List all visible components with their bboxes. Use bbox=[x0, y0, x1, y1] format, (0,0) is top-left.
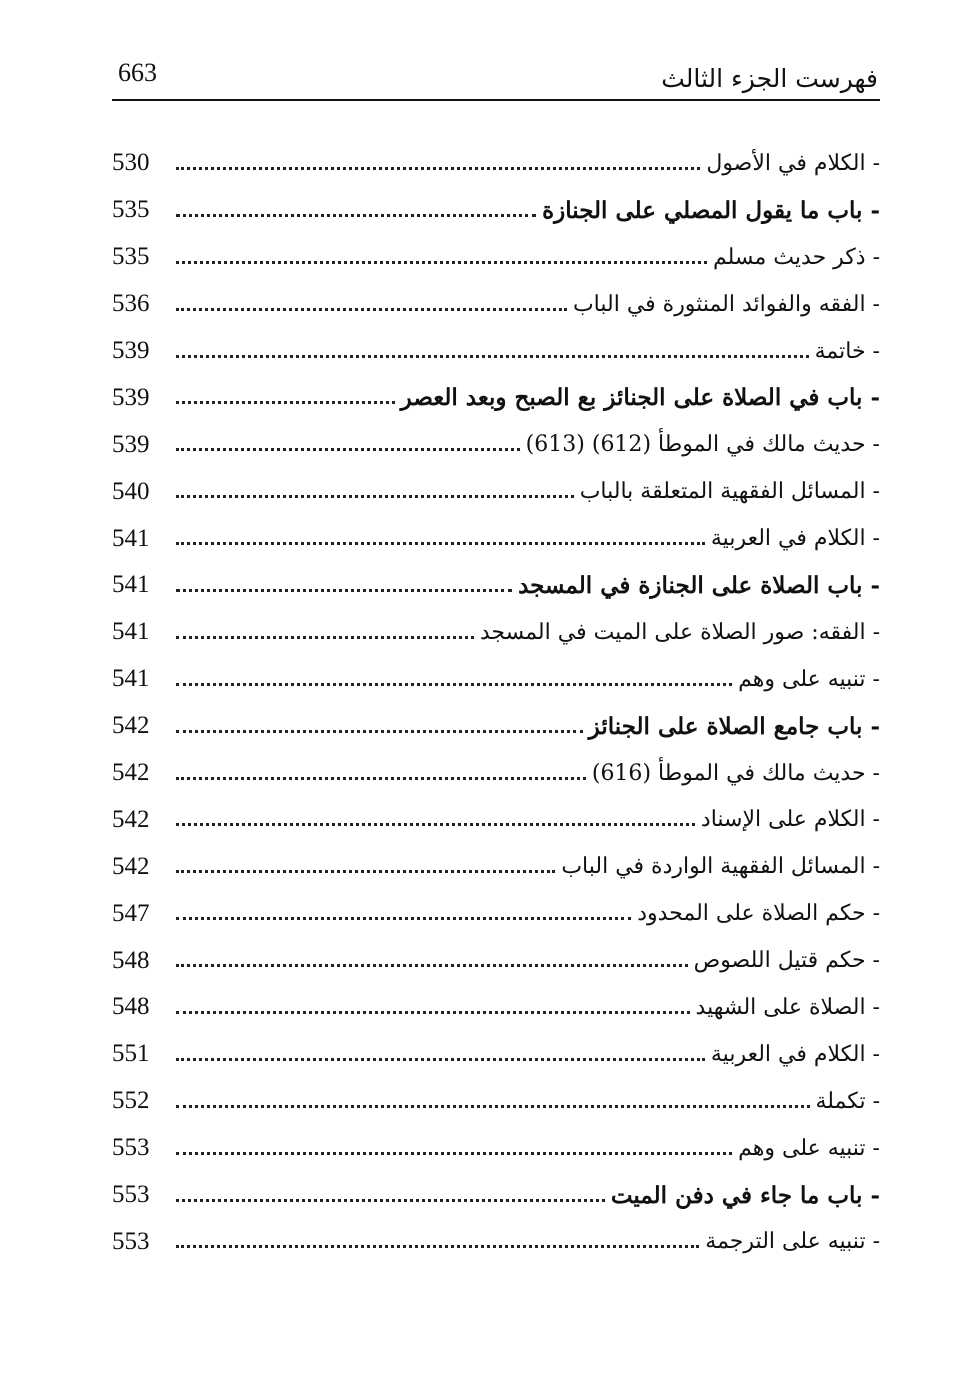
dot-leader bbox=[176, 777, 586, 780]
toc-entry-title: - تنبيه على وهم bbox=[738, 1135, 880, 1161]
toc-entry-row bbox=[112, 421, 880, 468]
toc-entry-row bbox=[112, 281, 880, 328]
toc-entry-title: - المسائل الفقهية المتعلقة بالباب bbox=[579, 479, 880, 505]
toc-entry-row bbox=[112, 468, 880, 515]
header-rule bbox=[112, 99, 880, 101]
toc-page-number: 548 bbox=[112, 993, 150, 1021]
toc-entry-title: - تنبيه على الترجمة bbox=[705, 1229, 880, 1255]
dot-leader bbox=[176, 355, 809, 358]
toc-page-number: 553 bbox=[112, 1181, 150, 1209]
dot-leader bbox=[176, 495, 574, 498]
dot-leader bbox=[176, 1105, 810, 1108]
dot-leader bbox=[176, 167, 700, 170]
toc-entry-title: - الفقه والفوائد المنثورة في الباب bbox=[572, 291, 880, 317]
toc-entry-row bbox=[112, 796, 880, 843]
dot-leader bbox=[176, 448, 520, 451]
toc-entry-row bbox=[112, 750, 880, 797]
toc-chapter-row bbox=[112, 1172, 880, 1219]
toc-page-number: 539 bbox=[112, 383, 150, 411]
toc-page-number: 535 bbox=[112, 243, 150, 271]
toc-entry-title: - باب ما جاء في دفن الميت bbox=[610, 1181, 880, 1209]
toc-page-number: 548 bbox=[112, 946, 150, 974]
toc-entry-title: - الكلام في العربية bbox=[710, 526, 880, 552]
toc-entry-row bbox=[112, 1125, 880, 1172]
toc-entry-title: - الكلام في الأصول bbox=[706, 150, 880, 176]
toc-entry-row bbox=[112, 140, 880, 187]
dot-leader bbox=[176, 964, 688, 967]
toc-entry-title: - خاتمة bbox=[814, 338, 880, 364]
toc-entry-row bbox=[112, 1078, 880, 1125]
toc-entry-row bbox=[112, 656, 880, 703]
toc-entry-row bbox=[112, 515, 880, 562]
toc-chapter-row bbox=[112, 703, 880, 750]
dot-leader bbox=[176, 1058, 705, 1061]
toc-page-number: 553 bbox=[112, 1134, 150, 1162]
toc-entry-row bbox=[112, 609, 880, 656]
toc-chapter-row bbox=[112, 562, 880, 609]
toc-page-number: 553 bbox=[112, 1227, 150, 1255]
toc-entry-title: - الفقه: صور الصلاة على الميت في المسجد bbox=[479, 619, 880, 645]
dot-leader bbox=[176, 870, 555, 873]
toc-page-number: 539 bbox=[112, 337, 150, 364]
toc-page-number: 542 bbox=[112, 805, 150, 833]
toc-chapter-row bbox=[112, 374, 880, 421]
toc-chapter-row bbox=[112, 187, 880, 234]
toc-page-number: 530 bbox=[112, 149, 150, 177]
table-of-contents bbox=[112, 140, 880, 1265]
dot-leader bbox=[176, 589, 512, 592]
dot-leader bbox=[176, 636, 474, 639]
toc-page-number: 536 bbox=[112, 290, 150, 318]
toc-page-number: 542 bbox=[112, 712, 150, 740]
toc-page-number: 539 bbox=[112, 430, 150, 458]
dot-leader bbox=[176, 1199, 605, 1202]
toc-page-number: 542 bbox=[112, 852, 150, 880]
toc-entry-title: - الصلاة على الشهيد bbox=[695, 994, 880, 1020]
page-header bbox=[112, 50, 880, 98]
dot-leader bbox=[176, 1152, 732, 1155]
dot-leader bbox=[176, 1011, 690, 1014]
toc-entry-title: - الكلام في العربية bbox=[710, 1041, 880, 1067]
dot-leader bbox=[176, 917, 631, 920]
dot-leader bbox=[176, 308, 567, 311]
dot-leader bbox=[176, 823, 695, 826]
toc-page-number: 541 bbox=[112, 524, 150, 552]
toc-entry-row bbox=[112, 328, 880, 375]
toc-page-number: 535 bbox=[112, 196, 150, 224]
toc-entry-row bbox=[112, 984, 880, 1031]
dot-leader bbox=[176, 542, 705, 545]
dot-leader bbox=[176, 401, 395, 404]
toc-entry-row bbox=[112, 234, 880, 281]
toc-entry-row bbox=[112, 1031, 880, 1078]
toc-page-number: 551 bbox=[112, 1040, 150, 1068]
toc-page-number: 542 bbox=[112, 759, 150, 787]
dot-leader bbox=[176, 1245, 699, 1248]
toc-entry-row bbox=[112, 843, 880, 890]
toc-entry-title: - حديث مالك في الموطأ (616) bbox=[591, 760, 880, 786]
toc-entry-title: - الكلام على الإسناد bbox=[700, 807, 880, 833]
toc-entry-row bbox=[112, 890, 880, 937]
toc-entry-row bbox=[112, 937, 880, 984]
toc-entry-title: - باب جامع الصلاة على الجنائز bbox=[588, 712, 880, 740]
toc-entry-title: - تكملة bbox=[815, 1088, 880, 1114]
toc-entry-row bbox=[112, 1218, 880, 1265]
toc-page-number: 541 bbox=[112, 571, 150, 599]
toc-entry-title: - باب في الصلاة على الجنائز بع الصبح وبعد العصر bbox=[400, 384, 880, 412]
toc-entry-title: - تنبيه على وهم bbox=[738, 666, 880, 692]
page-number: 663 bbox=[118, 58, 157, 87]
toc-entry-title: - حديث مالك في الموطأ (612) (613) bbox=[525, 432, 880, 458]
dot-leader bbox=[176, 261, 707, 264]
dot-leader bbox=[176, 683, 732, 686]
toc-page-number: 541 bbox=[112, 665, 150, 693]
toc-entry-title: - باب ما يقول المصلي على الجنازة bbox=[542, 196, 880, 224]
toc-page-number: 540 bbox=[112, 477, 150, 505]
dot-leader bbox=[176, 730, 583, 733]
page-title: فهرست الجزء الثالث bbox=[661, 64, 878, 93]
dot-leader bbox=[176, 214, 536, 217]
toc-entry-title: - حكم قتيل اللصوص bbox=[693, 948, 880, 974]
toc-entry-title: - المسائل الفقهية الواردة في الباب bbox=[561, 854, 880, 880]
toc-page-number: 541 bbox=[112, 618, 150, 646]
toc-entry-title: - حكم الصلاة على المحدود bbox=[637, 901, 880, 927]
toc-page-number: 547 bbox=[112, 899, 150, 927]
toc-entry-title: - باب الصلاة على الجنازة في المسجد bbox=[518, 571, 880, 599]
toc-page-number: 552 bbox=[112, 1087, 150, 1115]
toc-entry-title: - ذكر حديث مسلم bbox=[712, 244, 880, 270]
